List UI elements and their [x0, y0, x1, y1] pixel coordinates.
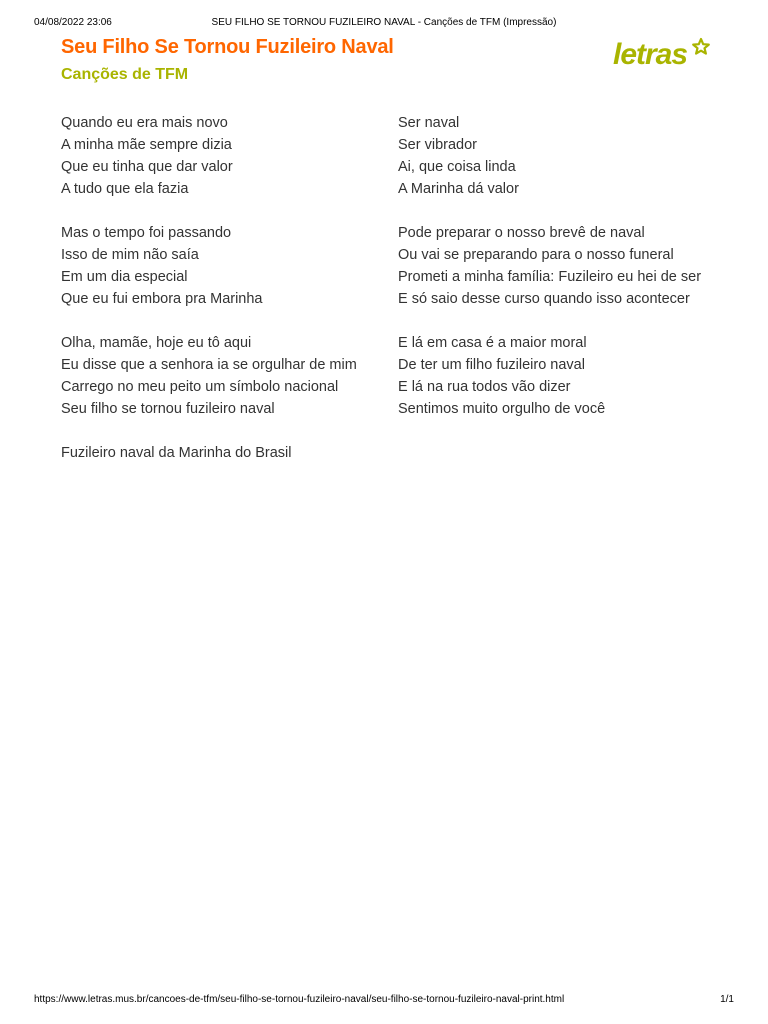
lyrics-column-left	[61, 112, 366, 486]
lyric-line: Eu disse que a senhora ia se orgulhar de mim	[61, 357, 357, 373]
lyric-line: Ser naval	[398, 115, 460, 131]
lyric-line: Isso de mim não saía	[61, 247, 199, 263]
lyrics-stanza	[398, 222, 708, 310]
lyrics-column-right	[398, 112, 708, 442]
lyrics-stanza	[61, 442, 366, 464]
page-number: 1/1	[720, 994, 734, 1005]
print-datetime: 04/08/2022 23:06	[34, 17, 112, 28]
song-title: Seu Filho Se Tornou Fuzileiro Naval	[61, 36, 394, 58]
lyric-line: Prometi a minha família: Fuzileiro eu hei de ser	[398, 269, 702, 285]
lyric-line: De ter um filho fuzileiro naval	[398, 357, 585, 373]
lyric-line: Ou vai se preparando para o nosso funeral	[398, 247, 674, 263]
lyric-line: Que eu fui embora pra Marinha	[61, 291, 263, 307]
lyric-line: Seu filho se tornou fuzileiro naval	[61, 401, 275, 417]
lyric-line: E lá em casa é a maior moral	[398, 335, 587, 351]
artist-name: Canções de TFM	[61, 66, 189, 83]
lyrics-stanza	[398, 332, 708, 420]
lyric-line: Em um dia especial	[61, 269, 188, 285]
print-page-title: SEU FILHO SE TORNOU FUZILEIRO NAVAL - Canções de TFM (Impressão)	[211, 17, 557, 28]
lyrics-stanza	[398, 112, 708, 200]
lyric-line: A Marinha dá valor	[398, 181, 519, 197]
lyric-line: A tudo que ela fazia	[61, 181, 189, 197]
lyric-line: Fuzileiro naval da Marinha do Brasil	[61, 445, 292, 461]
lyric-line: E lá na rua todos vão dizer	[398, 379, 571, 395]
lyrics-stanza	[61, 222, 366, 310]
star-icon	[693, 39, 709, 54]
lyric-line: Carrego no meu peito um símbolo nacional	[61, 379, 339, 395]
logo-wordmark: letras	[613, 38, 688, 70]
lyric-line: Olha, mamãe, hoje eu tô aqui	[61, 335, 252, 351]
lyric-line: A minha mãe sempre dizia	[61, 137, 232, 153]
lyric-line: Que eu tinha que dar valor	[61, 159, 233, 175]
lyric-line: Sentimos muito orgulho de você	[398, 401, 606, 417]
lyric-line: Quando eu era mais novo	[61, 115, 228, 131]
print-header	[34, 17, 734, 31]
lyrics-stanza	[61, 332, 366, 420]
lyric-line: Pode preparar o nosso brevê de naval	[398, 225, 645, 241]
lyric-line: E só saio desse curso quando isso acontecer	[398, 291, 690, 307]
letras-logo	[612, 36, 712, 70]
page-url: https://www.letras.mus.br/cancoes-de-tfm/seu-filho-se-tornou-fuzileiro-naval/seu-filho-se-tornou-fuzileiro-naval-print.html	[34, 994, 565, 1005]
lyric-line: Ai, que coisa linda	[398, 159, 516, 175]
lyric-line: Ser vibrador	[398, 137, 477, 153]
letras-logo-graphic	[612, 36, 712, 70]
lyric-line: Mas o tempo foi passando	[61, 225, 232, 241]
lyrics-stanza	[61, 112, 366, 200]
